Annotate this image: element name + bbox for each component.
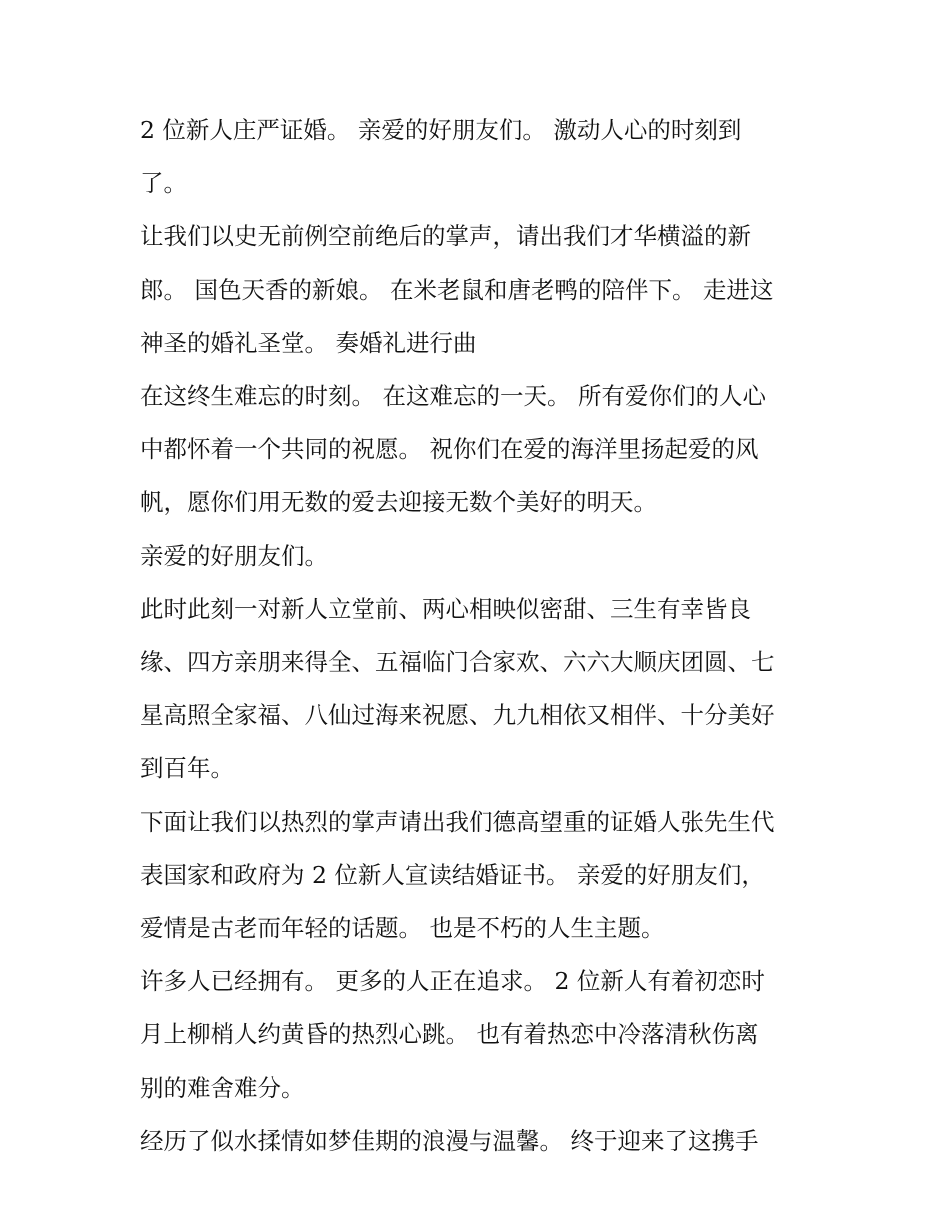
paragraph-2: 让我们以史无前例空前绝后的掌声，请出我们才华横溢的新 郎。 国色天香的新娘。 在米老鼠和唐老鸭的陪伴下。 走进这 神圣的婚礼圣堂。 奏婚礼进行曲 — [140, 222, 774, 357]
paragraph-1: 2 位新人庄严证婚。 亲爱的好朋友们。 激动人心的时刻到 了。 — [140, 116, 742, 198]
paragraph-6: 下面让我们以热烈的掌声请出我们德高望重的证婚人张先生代 表国家和政府为 2 位新人宣读结婚证书。 亲爱的好朋友们， 爱情是古老而年轻的话题。 也是不朽的人生主题。 — [140, 807, 775, 943]
document-body — [140, 104, 830, 1168]
paragraph-8: 经历了似水揉情如梦佳期的浪漫与温馨。 终于迎来了这携手 — [140, 1126, 759, 1155]
paragraph-7: 许多人已经拥有。 更多的人正在追求。 2 位新人有着初恋时 月上柳梢人约黄昏的热烈心跳。 也有着热恋中冷落清秋伤离 别的难舍难分。 — [140, 967, 765, 1102]
paragraph-5: 此时此刻一对新人立堂前、两心相映似密甜、三生有幸皆良 缘、四方亲朋来得全、五福临门合家欢、六六大顺庆团圆、七 星高照全家福、八仙过海来祝愿、九九相依又相伴、十分美好 到百年。 — [140, 594, 775, 783]
paragraph-3: 在这终生难忘的时刻。 在这难忘的一天。 所有爱你们的人心 中都怀着一个共同的祝愿。 祝你们在爱的海洋里扬起爱的风 帆，愿你们用无数的爱去迎接无数个美好的明天。 — [140, 382, 766, 517]
paragraph-4: 亲爱的好朋友们。 — [140, 541, 328, 570]
